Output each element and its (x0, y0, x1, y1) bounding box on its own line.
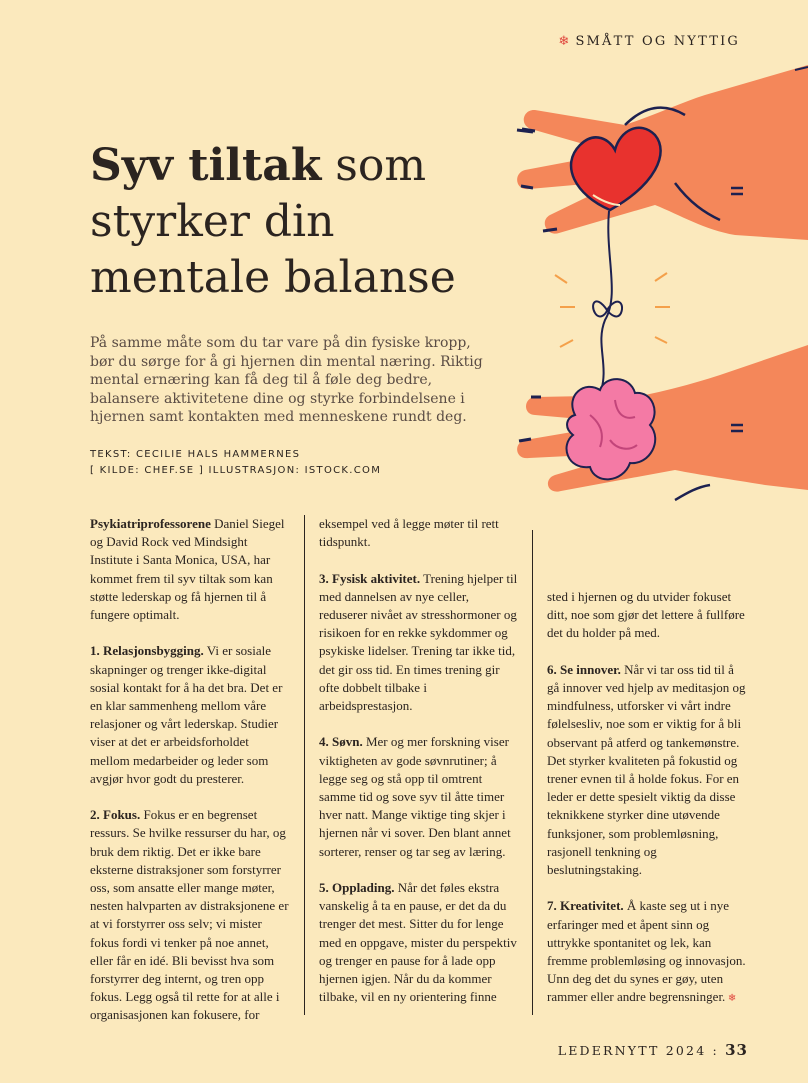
article-title (90, 138, 510, 306)
section-2 (90, 806, 290, 1024)
column-2 (319, 515, 519, 1025)
section-7 (547, 897, 747, 1008)
hand-icon-lower (517, 345, 808, 500)
section-6 (547, 661, 747, 879)
intro-bold: Psykiatriprofessorene (90, 516, 211, 531)
section-6-heading: 6. Se innover. (547, 661, 621, 677)
section-3-heading: 3. Fysisk aktivitet. (319, 570, 421, 586)
hand-icon (517, 65, 808, 240)
credit-author: TEKST: CECILIE HALS HAMMERNES (90, 449, 301, 460)
intro-paragraph (90, 515, 290, 624)
column-1 (90, 515, 290, 1043)
section-5-continued: sted i hjernen og du utvider fokuset ditt, noe som gjør det lettere å fullføre det du holder på med. (547, 589, 745, 641)
lead-paragraph: På samme måte som du tar vare på din fysiske kropp, bør du sørge for å gi hjernen din mental næring. Riktig mental ernæring kan få deg til å føle deg bedre, balansere aktivitetene dine og styrke forbindelsene i hjernen samt kontakten med menneskene rundt deg. (90, 335, 483, 426)
column-divider-2 (532, 530, 533, 1015)
section-4 (319, 733, 519, 860)
section-1-heading: 1. Relasjonsbygging. (90, 643, 204, 659)
page-footer (558, 1041, 748, 1059)
hands-heart-brain-illustration (505, 55, 808, 515)
section-3 (319, 570, 519, 716)
section-6-text: Når vi tar oss tid til å gå innover ved hjelp av meditasjon og mindfulness, utforsker vi vårt indre følelsesliv, noe som er viktig for å bli observant på atferd og tankemønstre. Det styrker kvaliteten på fokustid og trener evnen til å holde fokus. For en leder er dette spesielt viktig da disse teknikkene styrker dine utøvende funksjoner, som problemløsning, rasjonell tenkning og beslutningstaking. (547, 661, 746, 878)
section-4-text: Mer og mer forskning viser viktigheten av gode søvnrutiner; å legge seg og stå opp til omtrent samme tid og sove syv til åtte timer hver natt. Mange viktige ting skjer i hjernen når vi sover. Den blant annet sorterer, renser og tar seg av læring. (319, 734, 511, 859)
section-label: SMÅTT OG NYTTIG (575, 34, 740, 49)
section-2-heading: 2. Fokus. (90, 807, 141, 823)
section-2-continued: eksempel ved å legge møter til rett tidspunkt. (319, 516, 499, 550)
credit-source: [ KILDE: CHEF.SE ] ILLUSTRASJON: ISTOCK.COM (90, 465, 382, 476)
title-rest: som styrker din mentale balanse (90, 140, 456, 303)
title-bold: Syv tiltak (90, 140, 322, 191)
section-3-text: Trening hjelper til med dannelsen av nye celler, reduserer nivået av stresshormoner og risikoen for en rekke sykdommer og psykiske lidelser. Trening tar ikke tid, det gir oss tid. En times trening gir ofte dobbelt tilbake i arbeidsprestasjon. (319, 570, 518, 714)
credits (90, 447, 381, 479)
snowflake-icon: ❄ (558, 34, 572, 49)
section-4-heading: 4. Søvn. (319, 734, 363, 750)
section-1-text: Vi er sosiale skapninger og trenger ikke-digital sosial kontakt for å ha det bra. Det er en klar sammenheng mellom våre relasjoner og vårt lederskap. Studier viser at det er arbeidsforholdet mellom medarbeider og leder som avgjør hvor godt du presterer. (90, 643, 283, 786)
section-5 (319, 879, 519, 1006)
intro-text: Daniel Siegel og David Rock ved Mindsight Institute i Santa Monica, USA, har kommet frem til syv tiltak som kan støtte lederskap og få hjernen til å fungere optimalt. (90, 516, 285, 623)
end-snowflake-icon: ❄ (725, 993, 737, 1005)
section-tag (558, 34, 740, 49)
section-7-text: Å kaste seg ut i nye erfaringer med et åpent sinn og uttrykke spontanitet og lek, kan fremme problemløsing og innovasjon. Unn deg det du synes er gøy, uten rammer eller andre begrensninger. (547, 898, 746, 1005)
magazine-name: LEDERNYTT 2024 : (557, 1043, 726, 1058)
column-3 (547, 588, 747, 1027)
section-1 (90, 642, 290, 788)
section-5-heading: 5. Opplading. (319, 880, 395, 896)
section-7-heading: 7. Kreativitet. (547, 898, 624, 914)
column-divider-1 (304, 515, 305, 1015)
page-number: 33 (725, 1041, 748, 1059)
section-5-text: Når det føles ekstra vanskelig å ta en pause, er det da du trenger det mest. Sitter du for lenge med en oppgave, mister du perspektiv og trenger en pause for å lade opp hjernen igjen. Når du da kommer tilbake, vil en ny orientering finne (319, 880, 517, 1005)
section-2-text: Fokus er en begrenset ressurs. Se hvilke ressurser du har, og bruk dem riktig. Det er ikke bare eksterne distraksjoner som forstyrrer oss, som ansatte eller mange møter, nesten halvparten av distraksjonene er at vi forstyrrer oss selv; vi mister fokus fordi vi tenker på noe annet, eller får en idé. Bli bevisst hva som forstyrrer deg internt, og tren opp fokus. Legg også til rette for at alle i organisasjonen kan fokusere, for (90, 807, 289, 1023)
